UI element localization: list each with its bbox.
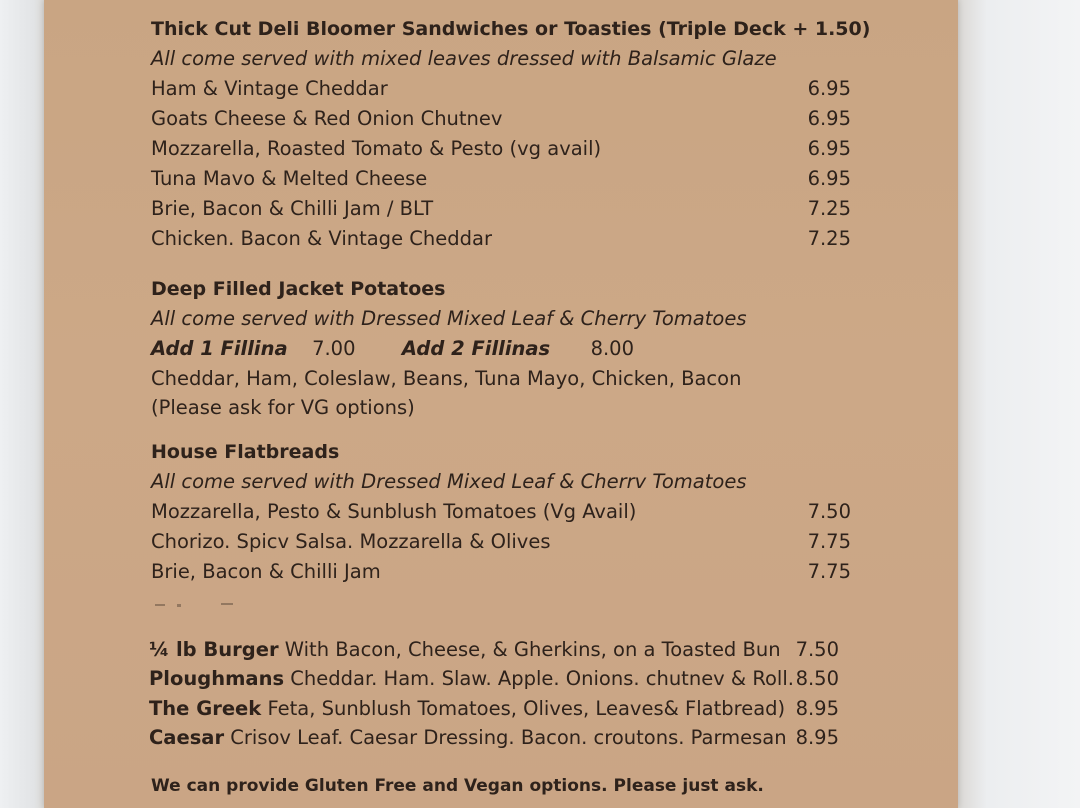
jackets-vg-note: (Please ask for VG options) [151, 396, 415, 419]
option1-label: Add 1 Fillina [151, 337, 288, 360]
item-name: Mozzarella, Roasted Tomato & Pesto (vg avail) [151, 137, 602, 160]
special-item [149, 723, 839, 753]
item-price: 7.75 [807, 529, 851, 553]
special-item [149, 635, 839, 665]
menu-item [151, 194, 851, 224]
menu-item [151, 557, 851, 587]
dietary-note: We can provide Gluten Free and Vegan options. Please just ask. [151, 775, 764, 796]
menu-item [151, 164, 851, 194]
wall-left [0, 0, 48, 808]
item-price: 7.25 [807, 197, 851, 220]
special-price: 8.95 [795, 696, 839, 720]
special-item [149, 694, 839, 724]
special-title: The Greek [149, 696, 262, 720]
special-desc: Feta, Sunblush Tomatoes, Olives, Leaves& Flatbread) [261, 696, 786, 720]
item-name: Chorizo. Spicv Salsa. Mozzarella & Olives [151, 529, 551, 553]
jackets-fillings: Cheddar, Ham, Coleslaw, Beans, Tuna Mayo, Chicken, Bacon [151, 366, 742, 390]
jackets-filling-options [151, 334, 851, 364]
item-name: Brie, Bacon & Chilli Jam / BLT [151, 197, 434, 220]
menu-item [151, 104, 851, 134]
item-price: 6.95 [807, 137, 851, 160]
special-item [149, 664, 839, 694]
special-desc: With Bacon, Cheese, & Gherkins, on a Toasted Bun [278, 637, 781, 661]
jackets-subtitle: All come served with Dressed Mixed Leaf & Cherry Tomatoes [151, 307, 747, 330]
menu-content [149, 14, 871, 799]
special-title: Caesar [149, 726, 225, 749]
item-name: Mozzarella, Pesto & Sunblush Tomatoes (Vg Avail) [151, 499, 637, 523]
flatbreads-list [151, 497, 851, 587]
option2-price: 8.00 [590, 337, 634, 360]
flatbreads-subtitle: All come served with Dressed Mixed Leaf & Cherrv Tomatoes [151, 469, 747, 493]
specials-list [149, 635, 851, 753]
item-price: 6.95 [807, 167, 851, 190]
special-title: ¼ lb Burger [149, 637, 279, 661]
option2-label: Add 2 Fillinas [401, 337, 551, 360]
option1-price: 7.00 [312, 337, 356, 360]
item-name: Tuna Mavo & Melted Cheese [151, 167, 428, 190]
special-desc: Crisov Leaf. Caesar Dressing. Bacon. croutons. Parmesan [224, 726, 787, 749]
sandwiches-heading: Thick Cut Deli Bloomer Sandwiches or Toasties (Triple Deck + 1.50) [151, 18, 871, 40]
item-price: 6.95 [807, 77, 851, 100]
sandwiches-list [151, 74, 851, 254]
item-name: Goats Cheese & Red Onion Chutnev [151, 107, 503, 130]
menu-item [151, 74, 851, 104]
item-name: Chicken. Bacon & Vintage Cheddar [151, 227, 492, 250]
special-title: Ploughmans [149, 667, 285, 690]
menu-item [151, 134, 851, 164]
special-price: 7.50 [795, 637, 839, 661]
special-price: 8.50 [795, 667, 839, 690]
item-name: Ham & Vintage Cheddar [151, 77, 388, 100]
flatbreads-heading: House Flatbreads [151, 440, 340, 463]
menu-item [151, 497, 851, 527]
sandwiches-subtitle: All come served with mixed leaves dressed with Balsamic Glaze [151, 47, 777, 70]
menu-item [151, 527, 851, 557]
special-desc: Cheddar. Ham. Slaw. Apple. Onions. chutnev & Roll. [284, 667, 794, 690]
menu-item [151, 224, 851, 254]
item-price: 7.25 [807, 227, 851, 250]
item-price: 7.75 [807, 559, 851, 583]
menu-card [44, 0, 958, 808]
item-price: 6.95 [807, 107, 851, 130]
item-name: Brie, Bacon & Chilli Jam [151, 559, 381, 583]
special-price: 8.95 [795, 726, 839, 749]
item-price: 7.50 [807, 499, 851, 523]
wall-right [956, 0, 1080, 808]
jackets-heading: Deep Filled Jacket Potatoes [151, 278, 446, 300]
